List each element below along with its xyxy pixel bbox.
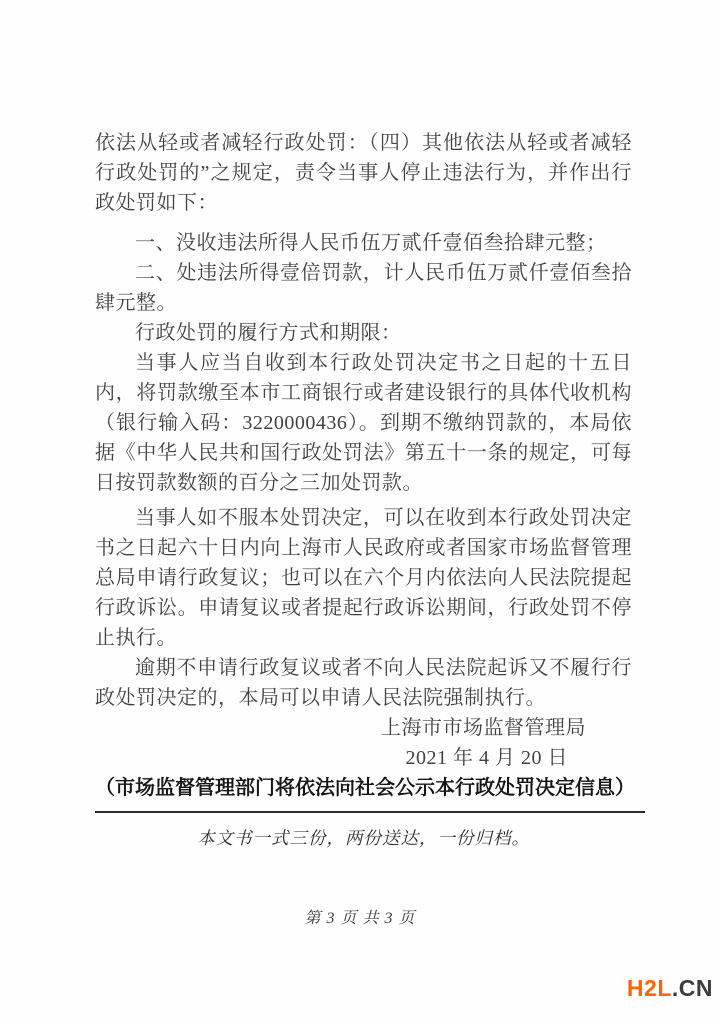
public-disclosure-note: （市场监督管理部门将依法向社会公示本行政处罚决定信息） — [95, 777, 635, 799]
paragraph-appeal-rights: 当事人如不服本处罚决定，可以在收到本行政处罚决定书之日起六十日内向上海市人民政府或者国家市场监督管理总局申请行政复议；也可以在六个月内依法向人民法院提起行政诉讼。申请复议或者提起行政诉讼期间，行政处罚不停止执行。 — [95, 507, 632, 649]
watermark-brand-text: H2L — [626, 975, 672, 1001]
decision-date: 2021 年 4 月 20 日 — [405, 747, 568, 769]
footer-divider-line — [95, 811, 645, 813]
site-watermark — [627, 975, 713, 1002]
paragraph-enforcement: 逾期不申请行政复议或者不向人民法院起诉又不履行行政处罚决定的，本局可以申请人民法院强制执行。 — [95, 657, 632, 709]
section-heading-performance-terms: 行政处罚的履行方式和期限： — [135, 322, 402, 344]
paragraph-payment-instructions: 当事人应当自收到本行政处罚决定书之日起的十五日内，将罚款缴至本市工商银行或者建设银行的具体代收机构（银行输入码：3220000436）。到期不缴纳罚款的，本局依据《中华人民共和国行政处罚法》第五十一条的规定，可每日按罚款数额的百分之三加处罚款。 — [95, 352, 632, 494]
penalty-item-2: 二、处违法所得壹倍罚款，计人民币伍万贰仟壹佰叁拾肆元整。 — [95, 262, 632, 314]
document-body — [95, 128, 635, 853]
page-number: 第 3 页 共 3 页 — [304, 910, 416, 927]
penalty-item-1: 一、没收违法所得人民币伍万贰仟壹佰叁拾肆元整； — [135, 232, 607, 254]
watermark-suffix-text: .CN — [671, 975, 713, 1001]
copies-footnote: 本文书一式三份，两份送达，一份归档。 — [197, 828, 530, 848]
issuing-authority-signature: 上海市市场监督管理局 — [381, 717, 586, 739]
paragraph-continuation: 依法从轻或者减轻行政处罚：（四）其他依法从轻或者减轻行政处罚的”之规定，责令当事人停止违法行为，并作出行政处罚如下： — [95, 132, 632, 214]
